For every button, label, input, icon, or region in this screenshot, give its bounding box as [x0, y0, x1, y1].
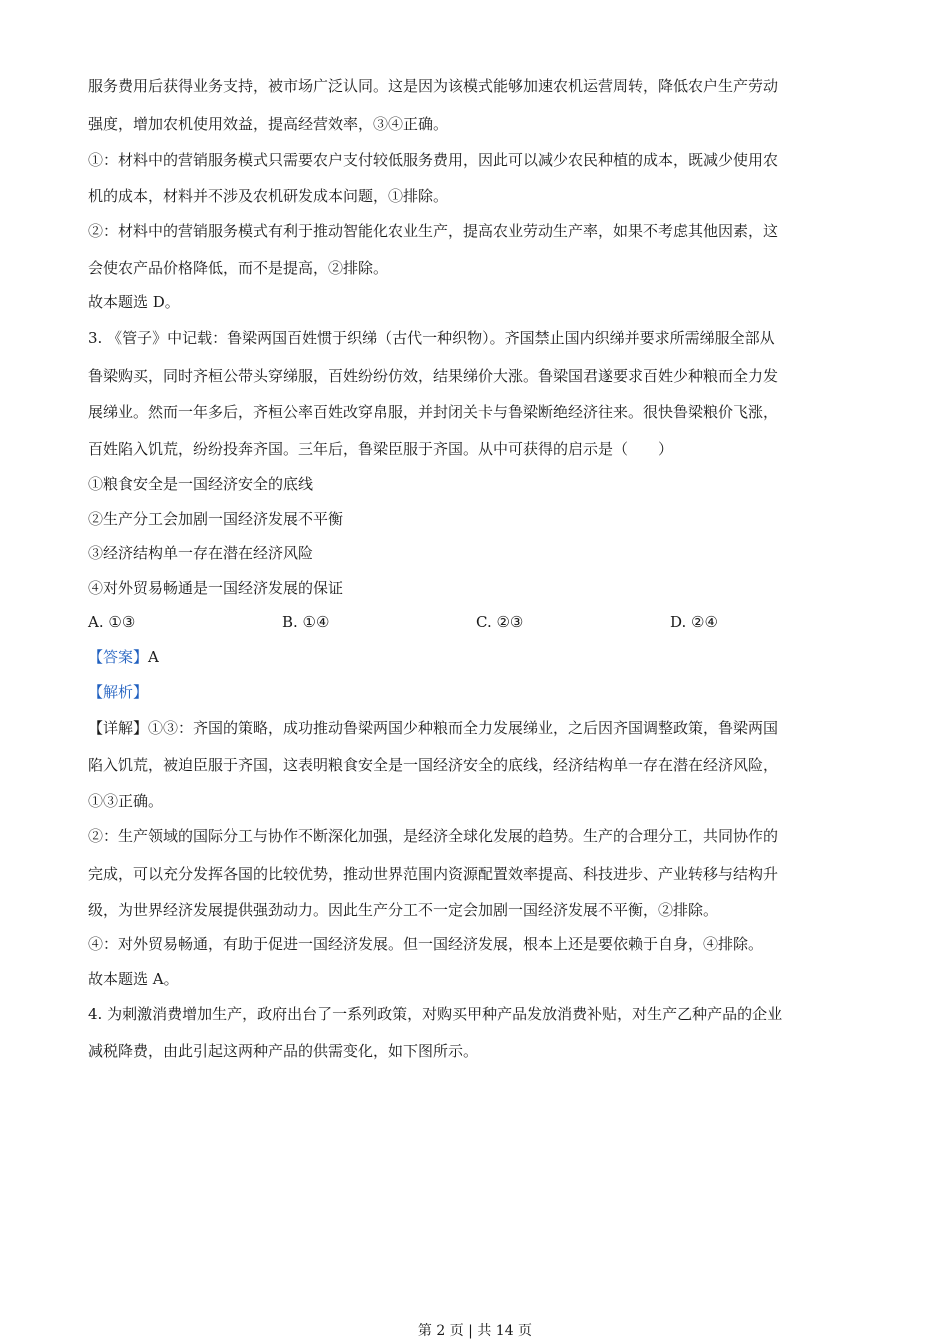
question-stem: 减税降费，由此引起这两种产品的供需变化，如下图所示。	[88, 1042, 479, 1060]
detail-tag: 【详解】	[88, 719, 149, 737]
question-stem: 鲁梁购买，同时齐桓公带头穿绨服，百姓纷纷仿效，结果绨价大涨。鲁梁国君遂要求百姓少种粮而全力发	[88, 367, 779, 385]
detail-line	[88, 718, 778, 738]
answer-line	[88, 647, 159, 667]
text-line: ②：生产领域的国际分工与协作不断深化加强，是经济全球化发展的趋势。生产的合理分工，共同协作的	[88, 827, 779, 845]
page-footer: 第 2 页 | 共 14 页	[417, 1323, 533, 1339]
conclusion-line: 故本题选 D。	[88, 293, 180, 311]
detail-text: ①③：齐国的策略，成功推动鲁梁两国少种粮而全力发展绨业，之后因齐国调整政策，鲁梁两国	[148, 719, 779, 737]
text-line: 服务费用后获得业务支持，被市场广泛认同。这是因为该模式能够加速农机运营周转，降低农户生产劳动	[88, 77, 779, 95]
answer-tag: 【答案】	[88, 648, 149, 666]
text-line: 完成，可以充分发挥各国的比较优势，推动世界范围内资源配置效率提高、科技进步、产业转移与结构升	[88, 865, 779, 883]
text-line: 陷入饥荒，被迫臣服于齐国，这表明粮食安全是一国经济安全的底线，经济结构单一存在潜在经济风险，	[88, 756, 779, 774]
text-line: 机的成本，材料并不涉及农机研发成本问题，①排除。	[88, 187, 449, 205]
text-line: ①③正确。	[88, 792, 164, 810]
answer-value: A	[148, 648, 159, 666]
text-line: 会使农产品价格降低，而不是提高，②排除。	[88, 259, 389, 277]
text-line: ②：材料中的营销服务模式有利于推动智能化农业生产，提高农业劳动生产率，如果不考虑其他因素，这	[88, 222, 779, 240]
text-line: ①：材料中的营销服务模式只需要农户支付较低服务费用，因此可以减少农民种植的成本，既减少使用农	[88, 151, 779, 169]
question-stem: 4. 为刺激消费增加生产，政府出台了一系列政策，对购买甲种产品发放消费补贴，对生产乙种产品的企业	[88, 1005, 783, 1023]
analysis-tag: 【解析】	[88, 683, 149, 701]
question-stem: 百姓陷入饥荒，纷纷投奔齐国。三年后，鲁梁臣服于齐国。从中可获得的启示是（ ）	[88, 440, 674, 458]
option-b: B. ①④	[282, 613, 330, 631]
statement-1: ①粮食安全是一国经济安全的底线	[88, 475, 314, 493]
text-line: ④：对外贸易畅通，有助于促进一国经济发展。但一国经济发展，根本上还是要依赖于自身，④排除。	[88, 935, 764, 953]
statement-4: ④对外贸易畅通是一国经济发展的保证	[88, 579, 344, 597]
conclusion-line: 故本题选 A。	[88, 970, 179, 988]
text-line: 级，为世界经济发展提供强劲动力。因此生产分工不一定会加剧一国经济发展不平衡，②排除。	[88, 901, 719, 919]
statement-2: ②生产分工会加剧一国经济发展不平衡	[88, 510, 344, 528]
option-d: D. ②④	[670, 613, 718, 631]
option-a: A. ①③	[88, 613, 136, 631]
text-line: 强度，增加农机使用效益，提高经营效率，③④正确。	[88, 115, 449, 133]
question-stem: 展绨业。然而一年多后，齐桓公率百姓改穿帛服，并封闭关卡与鲁梁断绝经济往来。很快鲁梁粮价飞涨，	[88, 403, 779, 421]
option-c: C. ②③	[476, 613, 524, 631]
statement-3: ③经济结构单一存在潜在经济风险	[88, 544, 314, 562]
question-stem: 3. 《管子》中记载：鲁梁两国百姓惯于织绨（古代一种织物）。齐国禁止国内织绨并要求所需绨服全部从	[88, 329, 775, 347]
